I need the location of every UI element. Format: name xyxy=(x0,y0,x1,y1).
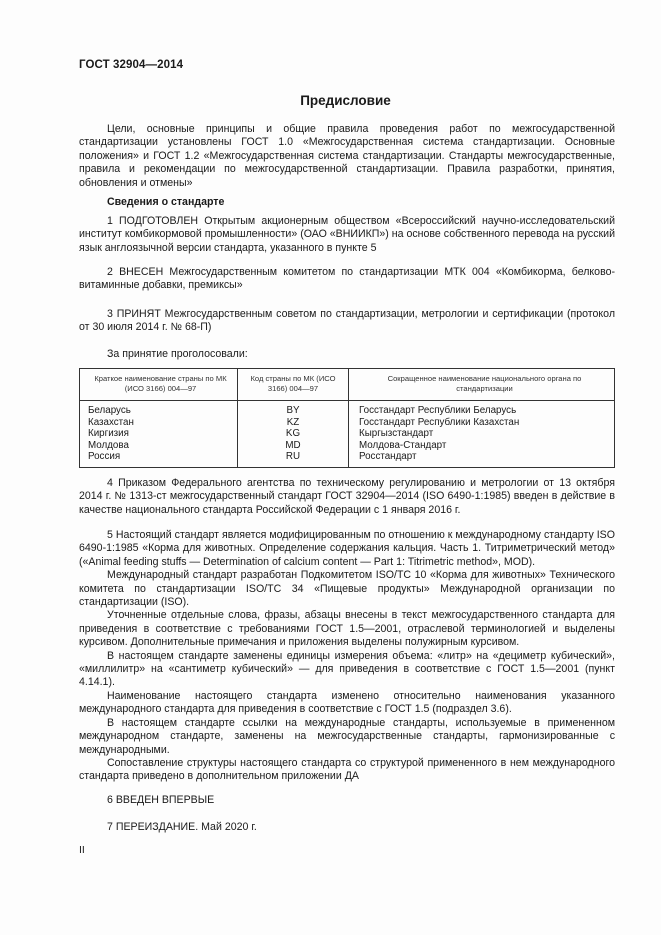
section-heading: Сведения о стандарте xyxy=(107,196,225,208)
intro-block xyxy=(79,123,615,190)
code-cell: KG xyxy=(238,428,349,440)
body-cell: Кыргызстандарт xyxy=(349,428,615,440)
code-cell: KZ xyxy=(238,417,349,429)
voted-label: За принятие проголосовали: xyxy=(107,348,248,360)
table-row xyxy=(80,451,615,467)
voting-table xyxy=(79,368,615,468)
table-header-cell: Сокращенное наименование национального органа по стандартизации xyxy=(349,369,615,401)
body-cell: Госстандарт Республики Казахстан xyxy=(349,417,615,429)
code-cell: RU xyxy=(238,451,349,467)
item-5-paragraph: Международный стандарт разработан Подкомитетом ISO/TC 10 «Корма для животных» Технического комитета по стандартизации ISO/TC 34 «Пищевые продукты» Международной организации по стандартизации (ISO). xyxy=(79,569,615,609)
item-5-paragraph: Уточненные отдельные слова, фразы, абзацы внесены в текст межгосударственного стандарта для приведения в соответствие с требованиями ГОСТ 1.5—2001, отраслевой терминологией и выделены курсивом. Дополнительные примечания и приложения выделены полужирным курсивом. xyxy=(79,609,615,649)
section-heading-block xyxy=(79,196,615,209)
country-cell: Киргизия xyxy=(88,428,129,440)
body-cell: Росстандарт xyxy=(349,451,615,467)
item-4-block xyxy=(79,477,615,517)
table-header-row xyxy=(80,369,615,401)
body-cell: Госстандарт Республики Беларусь xyxy=(349,401,615,417)
country-cell: Беларусь xyxy=(88,405,131,416)
item-4-paragraph: 4 Приказом Федерального агентства по техническому регулированию и метрологии от 13 октября 2014 г. № 1313-ст межгосударственный стандарт ГОСТ 32904—2014 (ISO 6490-1:1985) введен в действие в качестве национального стандарта Российской Федерации с 1 января 2016 г. xyxy=(79,477,615,516)
item-2-paragraph: 2 ВНЕСЕН Межгосударственным комитетом по стандартизации МТК 004 «Комбикорма, белково-витаминные добавки, премиксы» xyxy=(79,266,615,292)
item-5-paragraph: В настоящем стандарте ссылки на международные стандарты, используемые в примененном международном стандарте, заменены на межгосударственные стандарты, гармонизированные с международными. xyxy=(79,716,615,756)
table-row xyxy=(80,440,615,452)
item-6-block xyxy=(79,794,615,807)
item-5-paragraph: 5 Настоящий стандарт является модифицированным по отношению к международному стандарту ISO 6490-1:1985 «Корма для животных. Определение содержания кальция. Часть 1. Титриметрический метод» («Animal feeding stuffs — Determination of calcium content — Part 1: Titrimetric method», MOD). xyxy=(79,529,615,568)
item-1-paragraph: 1 ПОДГОТОВЛЕН Открытым акционерным обществом «Всероссийский научно-исследовательский институт комбикормовой промышленности» (ОАО «ВНИИКП») на основе собственного перевода на русский язык англоязычной версии стандарта, указанного в пункте 5 xyxy=(79,215,615,254)
item-5-block xyxy=(79,529,615,784)
table-row xyxy=(80,428,615,440)
item-1-block xyxy=(79,215,615,255)
document-header: ГОСТ 32904—2014 xyxy=(79,59,184,71)
item-7-paragraph: 7 ПЕРЕИЗДАНИЕ. Май 2020 г. xyxy=(107,821,257,833)
page-title: Предисловие xyxy=(300,93,391,108)
table-row xyxy=(80,417,615,429)
item-5-paragraph: Наименование настоящего стандарта изменено относительно наименования указанного международного стандарта для приведения в соответствие с ГОСТ 1.5 (подраздел 3.6). xyxy=(79,689,615,716)
body-cell: Молдова-Стандарт xyxy=(349,440,615,452)
country-cell: Россия xyxy=(88,451,121,463)
code-cell: BY xyxy=(238,401,349,417)
item-3-block xyxy=(79,308,615,335)
item-7-block xyxy=(79,821,615,834)
table-header-cell: Код страны по МК (ИСО 3166) 004—97 xyxy=(238,369,349,401)
item-6-paragraph: 6 ВВЕДЕН ВПЕРВЫЕ xyxy=(107,794,215,806)
voted-label-block xyxy=(79,348,615,361)
table-header-cell: Краткое наименование страны по МК (ИСО 3166) 004—97 xyxy=(80,369,238,401)
intro-paragraph: Цели, основные принципы и общие правила проведения работ по межгосударственной стандартизации установлены ГОСТ 1.0 «Межгосударственная система стандартизации. Основные положения» и ГОСТ 1.2 «Межгосударственная система стандартизации. Стандарты межгосударственные, правила и рекомендации по межгосударственной стандартизации. Правила разработки, принятия, обновления и отмены» xyxy=(79,123,615,189)
code-cell: MD xyxy=(238,440,349,452)
country-cell: Казахстан xyxy=(88,416,134,428)
country-cell: Молдова xyxy=(88,439,129,451)
table-row xyxy=(80,401,615,417)
item-3-paragraph: 3 ПРИНЯТ Межгосударственным советом по стандартизации, метрологии и сертификации (протокол от 30 июля 2014 г. № 68-П) xyxy=(79,308,615,334)
item-5-paragraph: В настоящем стандарте заменены единицы измерения объема: «литр» на «дециметр кубический», «миллилитр» на «сантиметр кубический» — для приведения в соответствие с ГОСТ 1.5—2001 (пункт 4.14.1). xyxy=(79,649,615,689)
page-number: II xyxy=(79,844,85,856)
item-2-block xyxy=(79,266,615,293)
item-5-paragraph: Сопоставление структуры настоящего стандарта со структурой примененного в нем международного стандарта приведено в дополнительном приложении ДА xyxy=(79,756,615,783)
